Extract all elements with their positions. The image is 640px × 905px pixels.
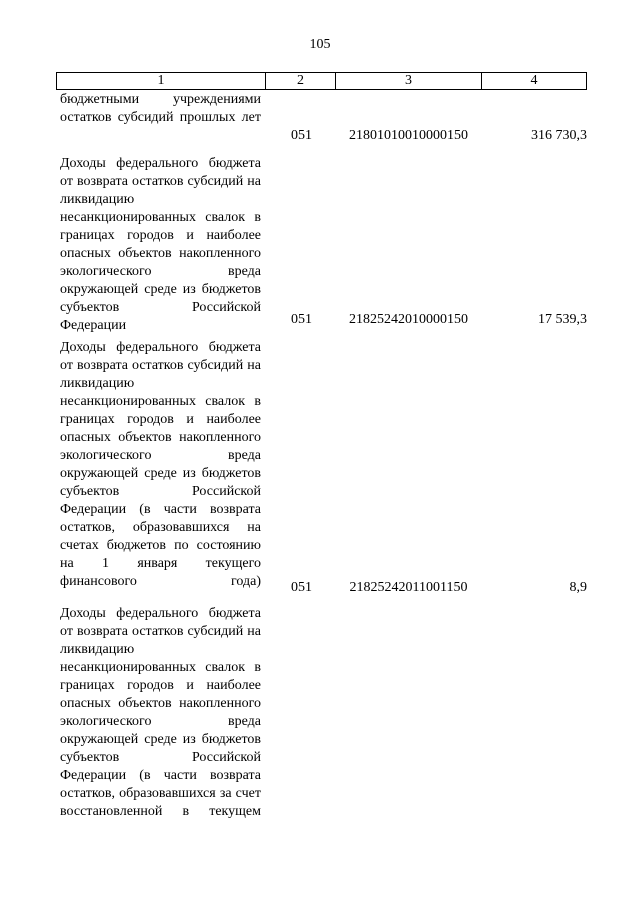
row-2-code: 051 — [291, 312, 312, 327]
row-2-kbk: 21825242010000150 — [349, 312, 468, 327]
row-2-amount: 17 539,3 — [538, 312, 587, 327]
row-3-description: Доходы федерального бюджета от возврата остатков субсидий на ликвидацию несанкционированных свалок в границах городов и наиболее опасных объектов накопленного экологического вреда окружающей среде из бюджетов субъектов Российской Федерации (в части возврата остатков, образовавшихся на счетах бюджетов по состоянию на 1 января текущего финансового года) — [60, 340, 261, 589]
row-3-kbk: 21825242011001150 — [349, 580, 468, 595]
row-1-amount: 316 730,3 — [531, 128, 587, 143]
table-header — [56, 72, 587, 90]
row-2-description: Доходы федерального бюджета от возврата остатков субсидий на ликвидацию несанкционированных свалок в границах городов и наиболее опасных объектов накопленного экологического вреда окружающей среде из бюджетов субъектов Российской Федерации — [60, 156, 261, 333]
page-number: 105 — [309, 37, 331, 52]
row-4-description: Доходы федерального бюджета от возврата остатков субсидий на ликвидацию несанкционированных свалок в границах городов и наиболее опасных объектов накопленного экологического вреда окружающей среде из бюджетов субъектов Российской Федерации (в части возврата остатков, образовавшихся за счет восстановленной в текущем — [60, 606, 261, 819]
header-col-2: 2 — [265, 73, 335, 89]
header-col-4: 4 — [481, 73, 586, 89]
header-col-1: 1 — [157, 73, 165, 88]
row-3-amount: 8,9 — [569, 580, 587, 595]
row-1-code: 051 — [291, 128, 312, 143]
header-col-3: 3 — [335, 73, 481, 89]
row-3-code: 051 — [291, 580, 312, 595]
row-1-kbk: 21801010010000150 — [349, 128, 468, 143]
row-1-description: бюджетными учреждениями остатков субсидий прошлых лет — [60, 92, 261, 125]
